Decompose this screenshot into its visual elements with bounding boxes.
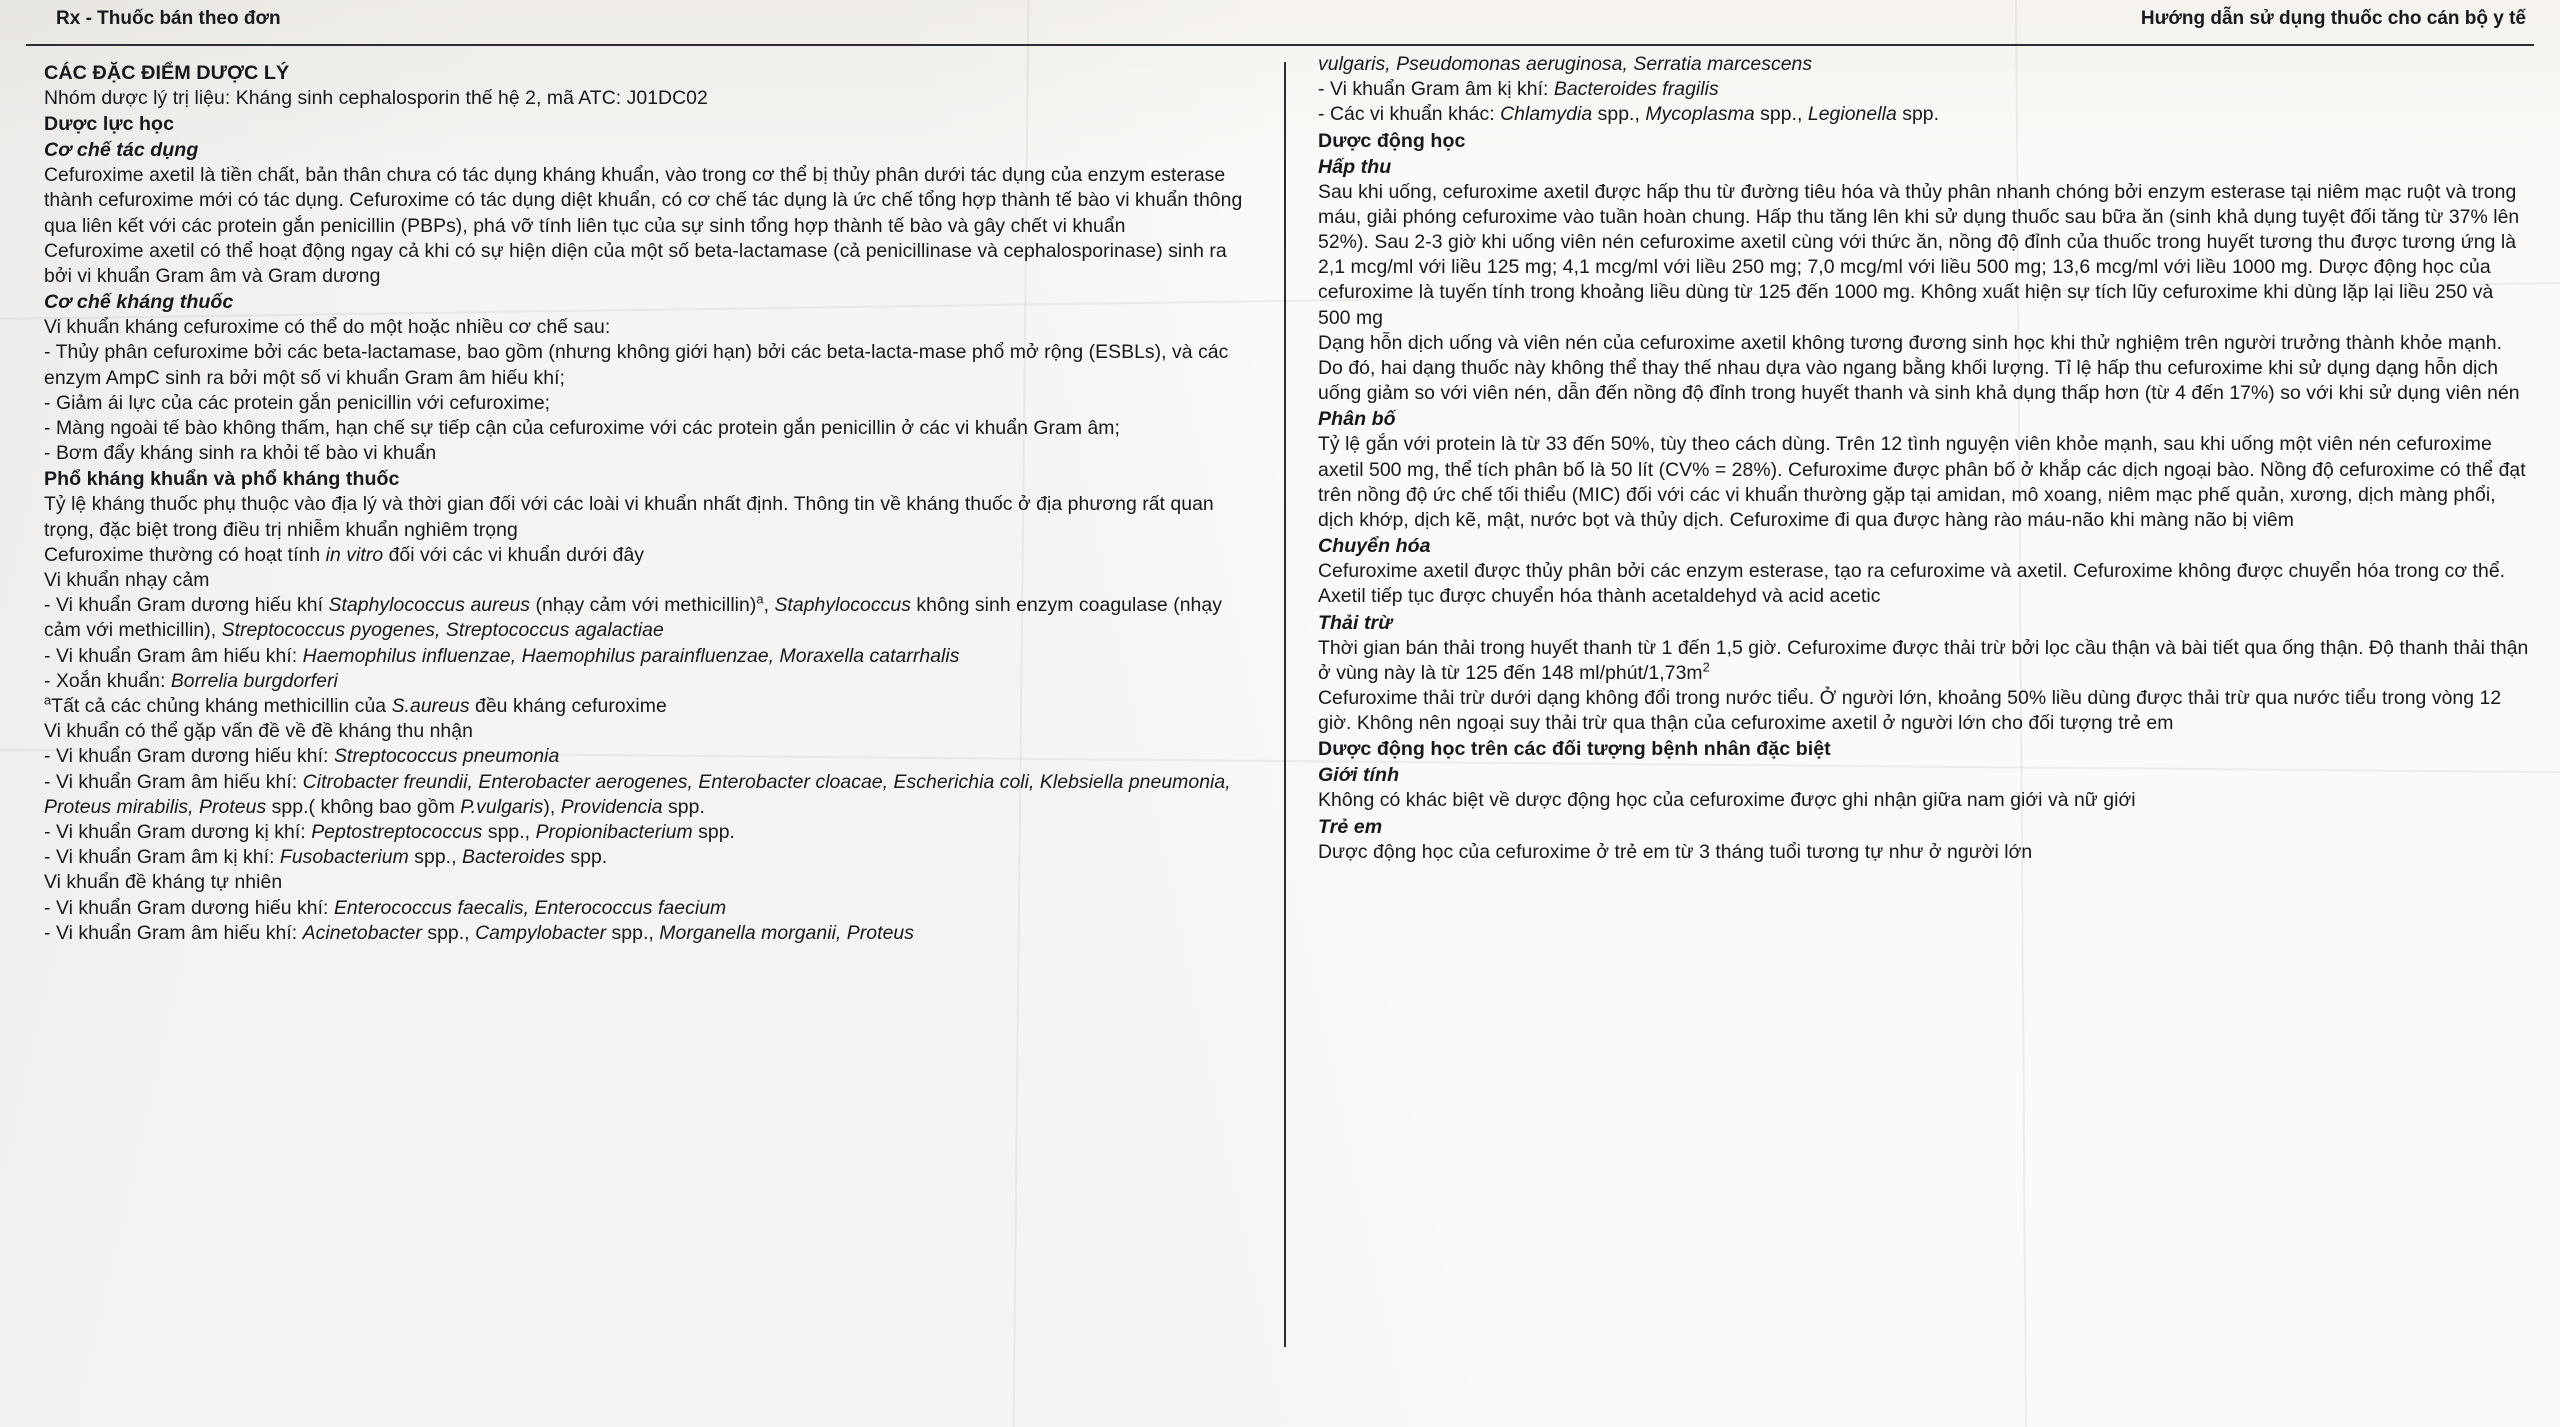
left-paragraph: Cefuroxime axetil là tiền chất, bản thân chưa có tác dụng kháng khuẩn, vào trong cơ thể bị thủy phân dưới tác dụng của enzym esterase thành cefuroxime mới có tác dụng. Cefuroxime có tác dụng diệt khuẩn, có cơ chế tác dụng là ức chế tổng hợp thành tế bào vi khuẩn thông qua liên kết với các protein gắn penicillin (PBPs), phá vỡ tính liên tục của sự sinh tổng hợp thành tế bào và gây chết vi khuẩn [44, 164, 1243, 237]
right-paragraph: Thải trừ [1318, 611, 1393, 634]
right-paragraph: - Vi khuẩn Gram âm kị khí: Bacteroides fragilis [1318, 78, 1719, 101]
right-paragraph: Tỷ lệ gắn với protein là từ 33 đến 50%, tùy theo cách dùng. Trên 12 tình nguyện viên khỏe mạnh, sau khi uống một viên nén cefuroxime axetil 500 mg, thể tích phân bố là 50 lít (CV% = 28%). Cefuroxime được phân bố ở khắp các dịch ngoại bào. Nồng độ cefuroxime có thể đạt trên nồng độ ức chế tối thiểu (MIC) đối với các vi khuẩn thường gặp tại amidan, mô xoang, niêm mạc phế quản, xương, dịch màng phổi, dịch khớp, dịch kẽ, mật, nước bọt và thủy dịch. Cefuroxime đi qua được hàng rào máu-não khi màng não bị viêm [1318, 433, 2526, 532]
header-left-label: Rx - Thuốc bán theo đơn [56, 8, 281, 29]
right-paragraph: Cefuroxime thải trừ dưới dạng không đổi trong nước tiểu. Ở người lớn, khoảng 50% liều dùng được thải trừ qua nước tiểu trong vòng 12 giờ. Không nên ngoại suy thải trừ qua thận của cefuroxime axetil ở người lớn cho đối tượng trẻ em [1318, 687, 2502, 735]
left-paragraph: - Vi khuẩn Gram âm hiếu khí: Haemophilus influenzae, Haemophilus parainfluenzae, Moraxella catarrhalis [44, 644, 960, 667]
right-paragraph: Phân bố [1318, 408, 1396, 431]
right-paragraph: Thời gian bán thải trong huyết thanh từ 1 đến 1,5 giờ. Cefuroxime được thải trừ bởi lọc cầu thận và bài tiết qua ống thận. Độ thanh thải thận ở vùng này là từ 125 đến 148 $ml/phút/1,73m^2$ [1318, 636, 2529, 684]
left-paragraph: Phổ kháng khuẩn và phổ kháng thuốc [44, 468, 400, 491]
left-paragraph: CÁC ĐẶC ĐIỂM DƯỢC LÝ [44, 62, 290, 84]
right-paragraph: - Các vi khuẩn khác: Chlamydia spp., Mycoplasma spp., Legionella spp. [1318, 103, 1940, 126]
right-column [1286, 52, 2530, 1417]
right-paragraph: Giới tính [1318, 764, 1400, 787]
right-paragraph: vulgaris, Pseudomonas aeruginosa, Serratia marcescens [1318, 53, 1813, 75]
left-paragraph: - Màng ngoài tế bào không thấm, hạn chế sự tiếp cận của cefuroxime với các protein gắn penicillin ở các vi khuẩn Gram âm; [44, 417, 1120, 440]
header-right-label: Hướng dẫn sử dụng thuốc cho cán bộ y tế [2140, 8, 2526, 29]
left-paragraph: - Vi khuẩn Gram dương hiếu khí Staphylococcus aureus (nhạy cảm với methicillin)$^a$, Staphylococcus không sinh enzym coagulase (nhạy cảm với methicillin), Streptococcus pyogenes, Streptococcus agalactiae [44, 591, 1222, 642]
left-column [44, 52, 1284, 1417]
left-paragraph: - Vi khuẩn Gram âm hiếu khí: Acinetobacter spp., Campylobacter spp., Morganella morganii, Proteus [44, 921, 914, 944]
left-paragraph: - Thủy phân cefuroxime bởi các beta-lactamase, bao gồm (nhưng không giới hạn) bởi các beta-lacta-mase phổ mở rộng (ESBLs), và các enzym AmpC sinh ra bởi một số vi khuẩn Gram âm hiếu khí; [44, 341, 1229, 389]
left-paragraph: - Vi khuẩn Gram dương kị khí: Peptostreptococcus spp., Propionibacterium spp. [44, 821, 735, 844]
left-paragraph: - Giảm ái lực của các protein gắn penicillin với cefuroxime; [44, 391, 551, 414]
left-paragraph: - Vi khuẩn Gram dương hiếu khí: Enterococcus faecalis, Enterococcus faecium [44, 896, 727, 919]
left-paragraph: Cefuroxime thường có hoạt tính in vitro đối với các vi khuẩn dưới đây [44, 543, 645, 566]
right-paragraph: Không có khác biệt về dược động học của cefuroxime được ghi nhận giữa nam giới và nữ giới [1318, 789, 2136, 812]
left-paragraph: Tỷ lệ kháng thuốc phụ thuộc vào địa lý và thời gian đối với các loài vi khuẩn nhất định. Thông tin về kháng thuốc ở địa phương rất quan trọng, đặc biệt trong điều trị nhiễm khuẩn nghiêm trọng [44, 493, 1214, 541]
left-paragraph: Vi khuẩn nhạy cảm [44, 569, 210, 592]
left-paragraph: Cơ chế kháng thuốc [44, 291, 234, 314]
left-paragraph: Vi khuẩn có thể gặp vấn đề về đề kháng thu nhận [44, 720, 473, 743]
right-paragraph: Dược động học [1318, 129, 1466, 152]
right-paragraph: Dược động học của cefuroxime ở trẻ em từ 3 tháng tuổi tương tự như ở người lớn [1318, 840, 2033, 863]
right-paragraph: Chuyển hóa [1318, 535, 1431, 558]
header-divider [26, 44, 2534, 46]
left-paragraph: Cefuroxime axetil có thể hoạt động ngay cả khi có sự hiện diện của một số beta-lactamase (cả penicillinase và cephalosporinase) sinh ra bởi vi khuẩn Gram âm và Gram dương [44, 239, 1227, 288]
right-paragraph: Cefuroxime axetil được thủy phân bởi các enzym esterase, tạo ra cefuroxime và axetil. Cefuroxime không được chuyển hóa trong cơ thể. Axetil tiếp tục được chuyển hóa thành acetaldehyd và acid acetic [1318, 560, 2506, 608]
right-paragraph: Hấp thu [1318, 155, 1392, 178]
left-paragraph: Vi khuẩn kháng cefuroxime có thể do một hoặc nhiều cơ chế sau: [44, 316, 611, 339]
right-paragraph: Trẻ em [1318, 815, 1383, 838]
left-paragraph: - Xoắn khuẩn: Borrelia burgdorferi [44, 669, 338, 692]
left-paragraph: Dược lực học [44, 113, 175, 136]
left-paragraph: Vi khuẩn đề kháng tự nhiên [44, 871, 283, 894]
right-paragraph: Sau khi uống, cefuroxime axetil được hấp thu từ đường tiêu hóa và thủy phân nhanh chóng bởi enzym esterase tại niêm mạc ruột và trong máu, giải phóng cefuroxime vào tuần hoàn chung. Hấp thu tăng lên khi sử dụng thuốc sau bữa ăn (sinh khả dụng tuyệt đối tăng từ 37% lên 52%). Sau 2-3 giờ khi uống viên nén cefuroxime axetil cùng với thức ăn, nồng độ đỉnh của thuốc trong huyết tương thu được tương ứng là 2,1 mcg/ml với liều 125 mg; 4,1 mcg/ml với liều 250 mg; 7,0 mcg/ml với liều 500 mg; 13,6 mcg/ml với liều 1000 mg. Dược động học của cefuroxime là tuyến tính trong khoảng liều dùng từ 125 đến 1000 mg. Không xuất hiện sự tích lũy cefuroxime khi dùng lặp lại liều 250 và 500 mg [1318, 180, 2520, 329]
left-paragraph: - Vi khuẩn Gram dương hiếu khí: Streptococcus pneumonia [44, 745, 560, 768]
left-paragraph: Cơ chế tác dụng [44, 139, 199, 162]
left-paragraph: - Bơm đẩy kháng sinh ra khỏi tế bào vi khuẩn [44, 442, 437, 465]
two-column-body [0, 52, 2560, 1417]
left-paragraph: - Vi khuẩn Gram âm hiếu khí: Citrobacter freundii, Enterobacter aerogenes, Enterobacter cloacae, Escherichia coli, Klebsiella pneumonia, Proteus mirabilis, Proteus spp.( không bao gồm P.vulgaris), Providencia spp. [44, 770, 1231, 818]
left-paragraph: $^a$Tất cả các chủng kháng methicillin của S.aureus đều kháng cefuroxime [44, 692, 667, 718]
left-paragraph: - Vi khuẩn Gram âm kị khí: Fusobacterium spp., Bacteroides spp. [44, 846, 608, 869]
right-paragraph: Dạng hỗn dịch uống và viên nén của cefuroxime axetil không tương đương sinh học khi thử nghiệm trên người trưởng thành khỏe mạnh. Do đó, hai dạng thuốc này không thể thay thế nhau dựa vào ngang bằng khối lượng. Tỉ lệ hấp thu cefuroxime khi sử dụng dạng hỗn dịch uống giảm so với viên nén, dẫn đến nồng độ đỉnh trong huyết thanh và sinh khả dụng thấp hơn (từ 4 đến 17%) so với khi sử dụng viên nén [1318, 331, 2520, 405]
right-paragraph: Dược động học trên các đối tượng bệnh nhân đặc biệt [1318, 738, 1831, 761]
left-paragraph: Nhóm dược lý trị liệu: Kháng sinh cephalosporin thế hệ 2, mã ATC: J01DC02 [44, 87, 708, 109]
page-header [0, 0, 2560, 46]
